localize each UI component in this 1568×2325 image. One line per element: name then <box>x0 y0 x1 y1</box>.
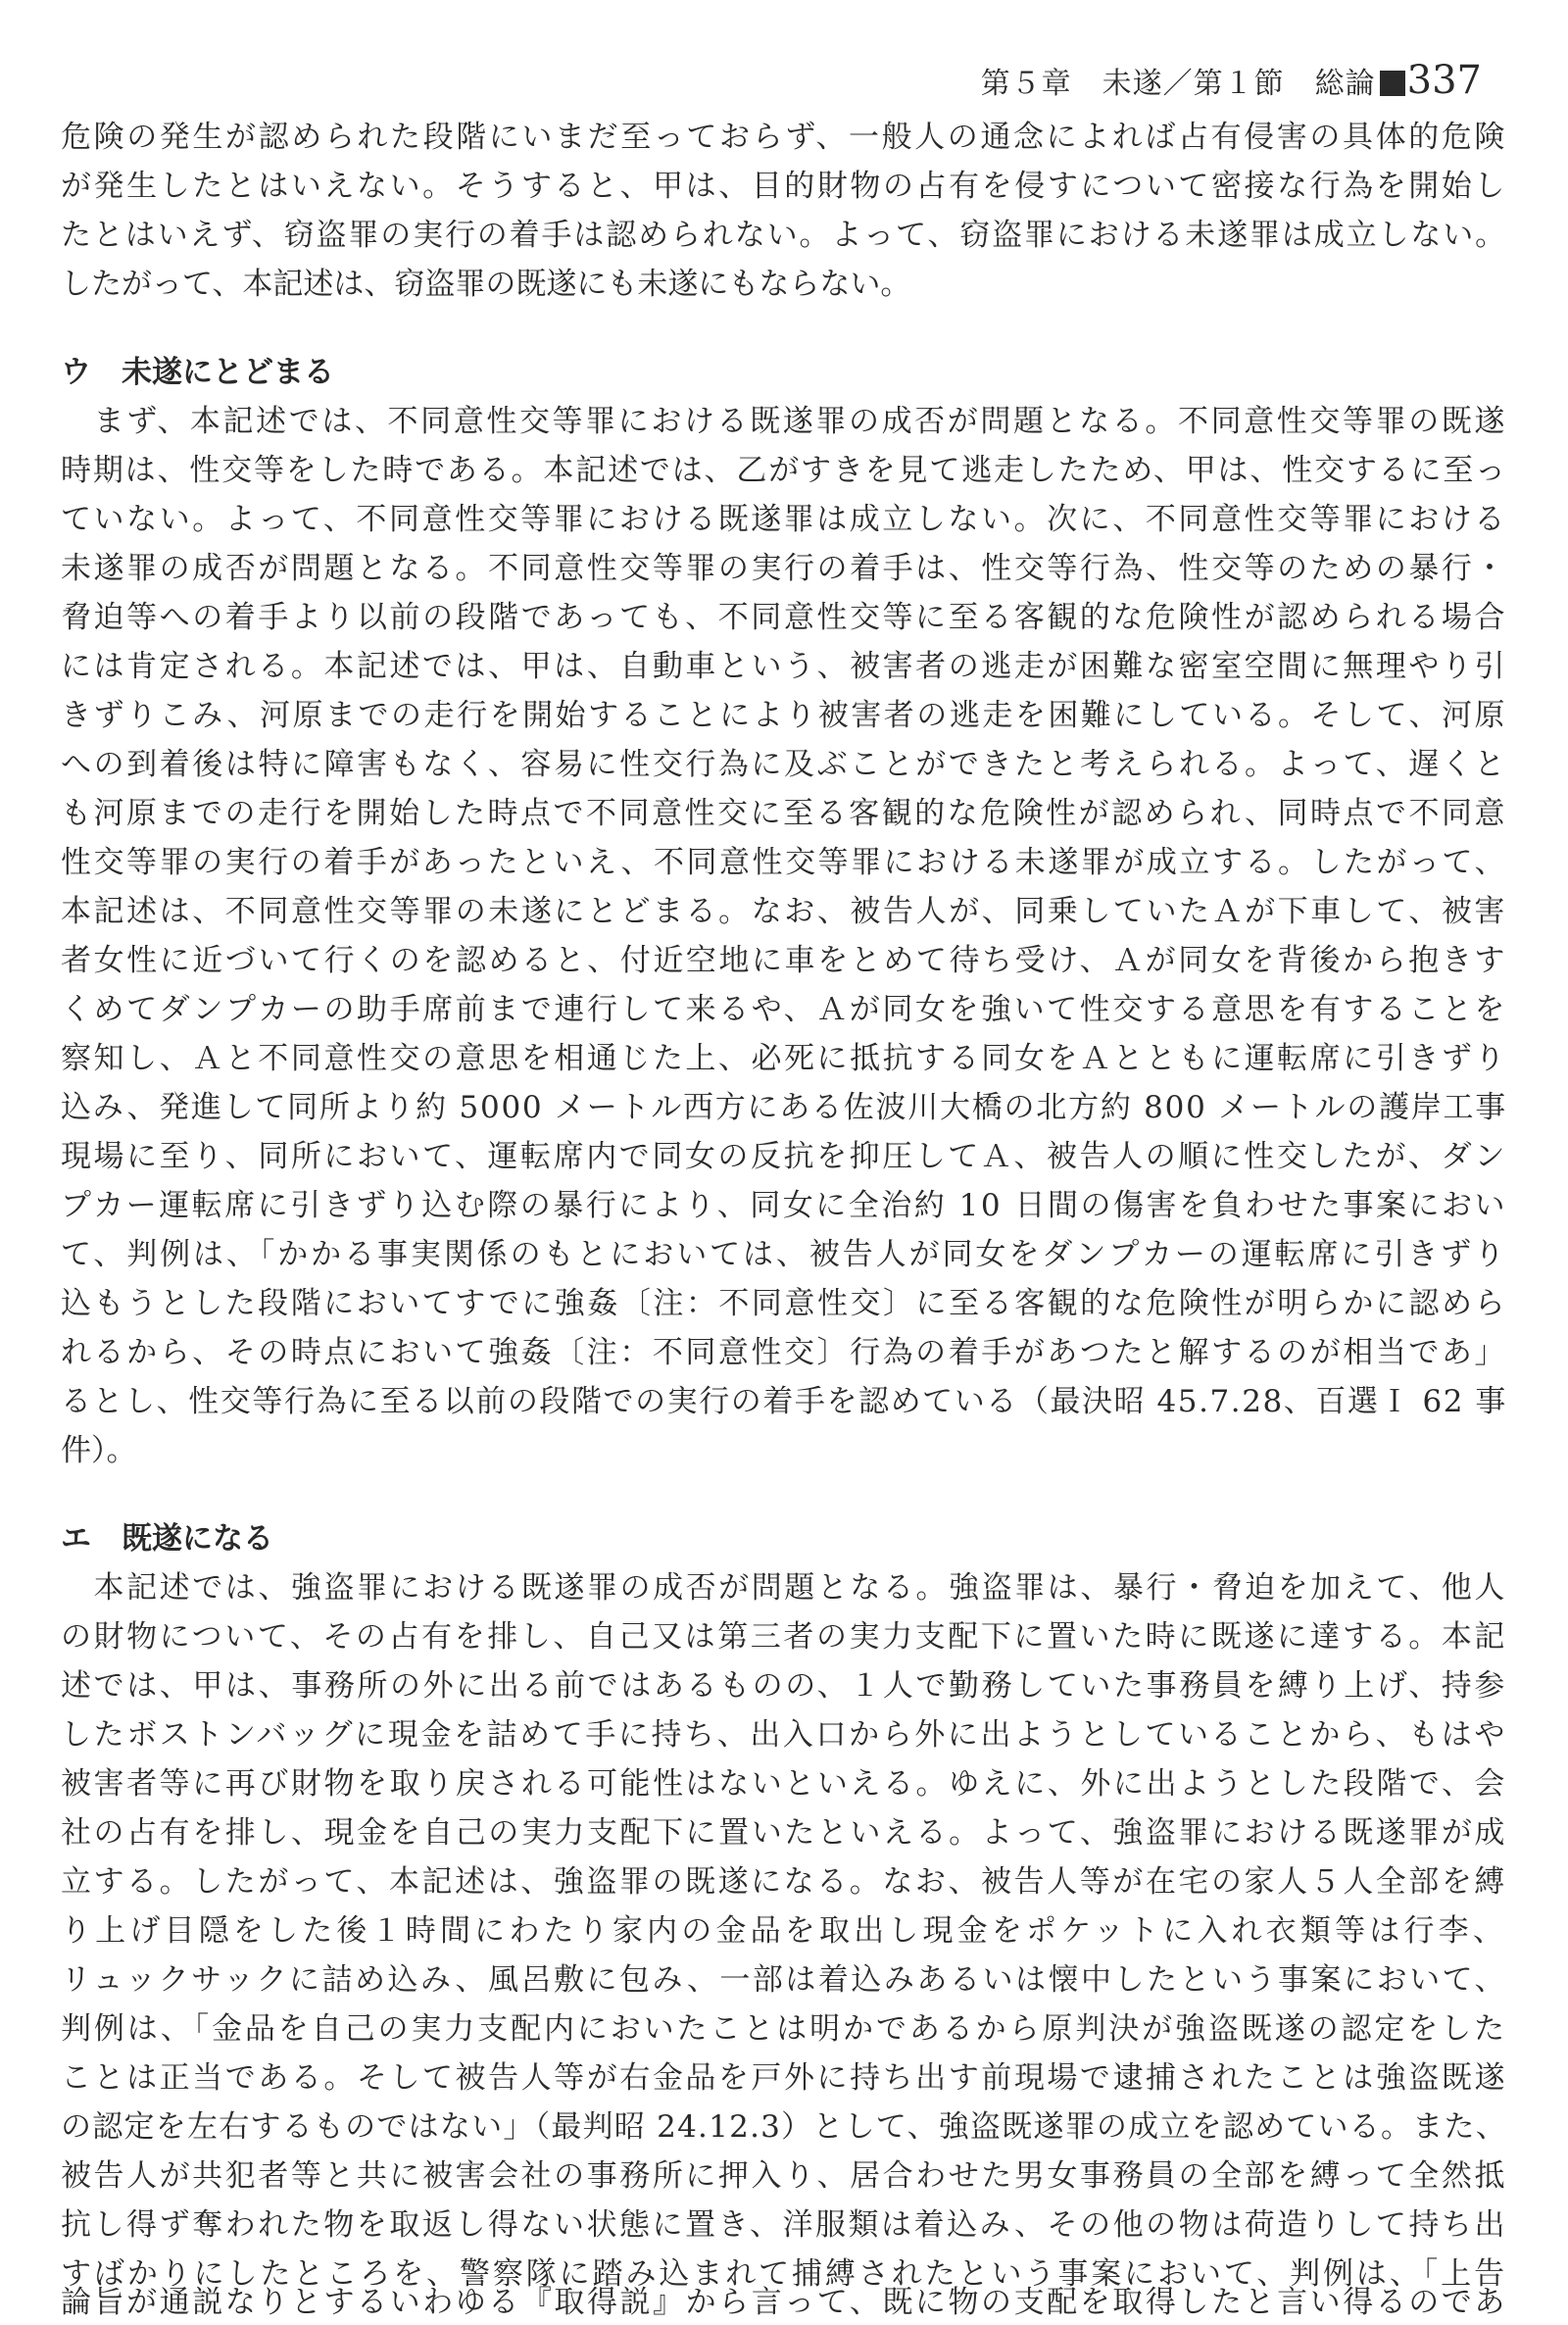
section-e-line: リュックサックに詰め込み、風呂敷に包み、一部は着込みあるいは懐中したという事案において、 <box>61 1962 1507 1998</box>
section-e-line: の認定を左右するものではない」（最判昭 24.12.3）として、強盗既遂罪の成立を認めている。また、 <box>61 2109 1507 2145</box>
section-u-line: 込もうとした段階においてすでに強姦〔注：不同意性交〕に至る客観的な危険性が明らかに認めら <box>61 1286 1507 1321</box>
section-e-line: したボストンバッグに現金を詰めて手に持ち、出入口から外に出ようとしていることから、もはや <box>61 1717 1507 1753</box>
section-e-line: り上げ目隠をした後１時間にわたり家内の金品を取出し現金をポケットに入れ衣類等は行李、 <box>61 1913 1507 1949</box>
section-u-line: 性交等罪の実行の着手があったといえ、不同意性交等罪における未遂罪が成立する。したがって、 <box>61 845 1507 880</box>
section-u-line: きずりこみ、河原までの走行を開始することにより被害者の逃走を困難にしている。そして、河原 <box>61 698 1507 733</box>
intro-line: が発生したとはいえない。そうすると、甲は、目的財物の占有を侵すについて密接な行為を開始し <box>61 169 1507 204</box>
section-u-line: ていない。よって、不同意性交等罪における既遂罪は成立しない。次に、不同意性交等罪における <box>61 502 1507 537</box>
section-u-line: 者女性に近づいて行くのを認めると、付近空地に車をとめて待ち受け、Ａが同女を背後から抱きす <box>61 943 1507 978</box>
section-e-line: 被害者等に再び財物を取り戻される可能性はないといえる。ゆえに、外に出ようとした段階で、会 <box>61 1766 1507 1802</box>
section-u-line: 察知し、Ａと不同意性交の意思を相通じた上、必死に抵抗する同女をＡとともに運転席に引きずり <box>61 1041 1507 1076</box>
section-u-line: も河原までの走行を開始した時点で不同意性交に至る客観的な危険性が認められ、同時点で不同意 <box>61 796 1507 831</box>
section-e-heading: エ 既遂になる <box>61 1521 273 1557</box>
section-u-line: るとし、性交等行為に至る以前の段階での実行の着手を認めている（最決昭 45.7.28、百選Ｉ 62 事 <box>61 1384 1507 1419</box>
section-u-line: れるから、その時点において強姦〔注：不同意性交〕行為の着手があつたと解するのが相当であ」 <box>61 1335 1507 1370</box>
section-e-line: 本記述では、強盗罪における既遂罪の成否が問題となる。強盗罪は、暴行・脅迫を加えて、他人 <box>61 1570 1507 1606</box>
section-e-line: 被告人が共犯者等と共に被害会社の事務所に押入り、居合わせた男女事務員の全部を縛って全然抵 <box>61 2158 1507 2194</box>
section-u-line: 未遂罪の成否が問題となる。不同意性交等罪の実行の着手は、性交等行為、性交等のための暴行・ <box>61 551 1507 586</box>
section-u-line: くめてダンプカーの助手席前まで連行して来るや、Ａが同女を強いて性交する意思を有することを <box>61 992 1507 1027</box>
section-u-line: 現場に至り、同所において、運転席内で同女の反抗を抑圧してＡ、被告人の順に性交したが、ダン <box>61 1139 1507 1174</box>
section-e-line: 立する。したがって、本記述は、強盗罪の既遂になる。なお、被告人等が在宅の家人５人全部を縛 <box>61 1864 1507 1900</box>
section-u-line: 込み、発進して同所より約 5000 メートル西方にある佐波川大橋の北方約 800 メートルの護岸工事 <box>61 1090 1507 1125</box>
section-u-line: 件）。 <box>61 1433 137 1468</box>
intro-line: したがって、本記述は、窃盗罪の既遂にも未遂にもならない。 <box>61 267 911 302</box>
section-u-line: には肯定される。本記述では、甲は、自動車という、被害者の逃走が困難な密室空間に無理やり引 <box>61 649 1507 684</box>
section-u-line: まず、本記述では、不同意性交等罪における既遂罪の成否が問題となる。不同意性交等罪の既遂 <box>61 404 1507 439</box>
section-e-line: 述では、甲は、事務所の外に出る前ではあるものの、１人で勤務していた事務員を縛り上げ、持参 <box>61 1668 1507 1704</box>
section-u-line: への到着後は特に障害もなく、容易に性交行為に及ぶことができたと考えられる。よって、遅くと <box>61 747 1507 782</box>
section-e-line: ことは正当である。そして被告人等が右金品を戸外に持ち出す前現場で逮捕されたことは強盗既遂 <box>61 2060 1507 2096</box>
running-header <box>980 58 1482 104</box>
section-e-line: 抗し得ず奪われた物を取返し得ない状態に置き、洋服類は着込み、その他の物は荷造りして持ち出 <box>61 2207 1507 2243</box>
section-e-line: 判例は、「金品を自己の実力支配内においたことは明かであるから原判決が強盗既遂の認定をした <box>61 2011 1507 2047</box>
chapter-title: 第５章 未遂／第１節 総論 <box>980 67 1376 101</box>
square-ornament-icon <box>1380 71 1405 96</box>
section-u-line: 本記述は、不同意性交等罪の未遂にとどまる。なお、被告人が、同乗していたＡが下車して、被害 <box>61 894 1507 929</box>
section-u-line: プカー運転席に引きずり込む際の暴行により、同女に全治約 10 日間の傷害を負わせた事案におい <box>61 1188 1507 1223</box>
section-u-line: て、判例は、「かかる事実関係のもとにおいては、被告人が同女をダンプカーの運転席に引きずり <box>61 1237 1507 1272</box>
section-e-line: の財物について、その占有を排し、自己又は第三者の実力支配下に置いた時に既遂に達する。本記 <box>61 1619 1507 1655</box>
section-u-heading: ウ 未遂にとどまる <box>61 355 334 390</box>
section-u-line: 脅迫等への着手より以前の段階であっても、不同意性交等に至る客観的な危険性が認められる場合 <box>61 600 1507 635</box>
section-u-line: 時期は、性交等をした時である。本記述では、乙がすきを見て逃走したため、甲は、性交するに至っ <box>61 453 1507 488</box>
page-number: 337 <box>1406 58 1482 103</box>
intro-line: 危険の発生が認められた段階にいまだ至っておらず、一般人の通念によれば占有侵害の具体的危険 <box>61 120 1507 155</box>
section-e-line: すばかりにしたところを、警察隊に踏み込まれて捕縛されたという事案において、判例は、「上告 <box>61 2256 1507 2292</box>
intro-line: たとはいえず、窃盗罪の実行の着手は認められない。よって、窃盗罪における未遂罪は成立しない。 <box>61 218 1507 253</box>
section-e-line: 社の占有を排し、現金を自己の実力支配下に置いたといえる。よって、強盗罪における既遂罪が成 <box>61 1815 1507 1851</box>
section-e-line: 論旨が通説なりとするいわゆる『取得説』から言って、既に物の支配を取得したと言い得るのであ <box>61 2285 1507 2320</box>
